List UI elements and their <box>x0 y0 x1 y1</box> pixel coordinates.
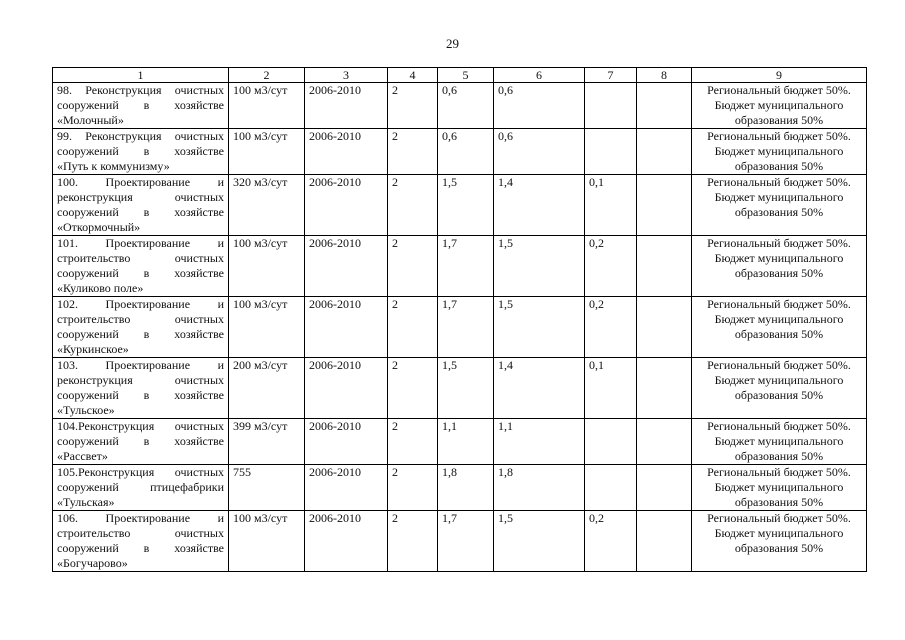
project-name-line: сооружений в хозяйстве <box>57 434 224 448</box>
column-7-cell: 0,2 <box>585 511 637 572</box>
project-name-cell <box>53 236 229 297</box>
project-name-line: 99. Реконструкция очистных <box>57 129 224 143</box>
period-cell: 2006-2010 <box>305 419 388 465</box>
column-8-cell <box>637 129 692 175</box>
funding-line: Бюджет муниципального <box>714 144 844 158</box>
period-cell: 2006-2010 <box>305 236 388 297</box>
table-row <box>53 419 867 465</box>
capacity-cell: 100 м3/сут <box>229 83 305 129</box>
project-name-line: реконструкция очистных <box>57 373 224 387</box>
project-name-line: строительство очистных <box>57 526 224 540</box>
period-cell: 2006-2010 <box>305 175 388 236</box>
funding-line: образования 50% <box>734 266 824 280</box>
project-name-line: «Куркинское» <box>57 342 129 356</box>
project-name-line: «Путь к коммунизму» <box>57 159 170 173</box>
funding-line: Бюджет муниципального <box>714 251 844 265</box>
capacity-cell: 399 м3/сут <box>229 419 305 465</box>
table-row <box>53 129 867 175</box>
funding-line: образования 50% <box>734 388 824 402</box>
funding-line: образования 50% <box>734 495 824 509</box>
project-name-line: сооружений в хозяйстве <box>57 541 224 555</box>
capacity-cell: 100 м3/сут <box>229 129 305 175</box>
project-name-line: 103. Проектирование и <box>57 358 224 372</box>
funding-cell <box>692 511 867 572</box>
funding-line: образования 50% <box>734 205 824 219</box>
project-name-line: 100. Проектирование и <box>57 175 224 189</box>
table-row <box>53 83 867 129</box>
column-5-cell: 1,7 <box>438 297 494 358</box>
column-6-cell: 1,5 <box>494 511 585 572</box>
project-name-line: 106. Проектирование и <box>57 511 224 525</box>
funding-line: образования 50% <box>734 449 824 463</box>
column-7-cell <box>585 419 637 465</box>
funding-line: образования 50% <box>734 327 824 341</box>
funding-cell <box>692 465 867 511</box>
column-header: 6 <box>494 68 585 83</box>
project-name-line: строительство очистных <box>57 312 224 326</box>
column-8-cell <box>637 297 692 358</box>
capacity-cell: 320 м3/сут <box>229 175 305 236</box>
period-cell: 2006-2010 <box>305 83 388 129</box>
funding-line: Региональный бюджет 50%. <box>707 465 851 479</box>
column-7-cell: 0,2 <box>585 236 637 297</box>
column-5-cell: 0,6 <box>438 83 494 129</box>
column-4-cell: 2 <box>388 511 438 572</box>
column-4-cell: 2 <box>388 297 438 358</box>
capacity-cell: 755 <box>229 465 305 511</box>
funding-line: Бюджет муниципального <box>714 480 844 494</box>
project-name-cell <box>53 83 229 129</box>
column-header: 5 <box>438 68 494 83</box>
capacity-cell: 200 м3/сут <box>229 358 305 419</box>
table-row <box>53 358 867 419</box>
project-name-cell <box>53 297 229 358</box>
column-5-cell: 1,5 <box>438 358 494 419</box>
column-6-cell: 0,6 <box>494 129 585 175</box>
column-6-cell: 1,5 <box>494 236 585 297</box>
funding-cell <box>692 358 867 419</box>
project-name-cell <box>53 465 229 511</box>
funding-line: Бюджет муниципального <box>714 312 844 326</box>
table-row <box>53 297 867 358</box>
table-row <box>53 511 867 572</box>
project-name-line: «Откормочный» <box>57 220 141 234</box>
project-name-line: сооружений в хозяйстве <box>57 388 224 402</box>
column-5-cell: 1,7 <box>438 511 494 572</box>
column-7-cell: 0,1 <box>585 358 637 419</box>
page-number: 29 <box>446 36 459 51</box>
column-6-cell: 1,5 <box>494 297 585 358</box>
column-header: 8 <box>637 68 692 83</box>
funding-line: Региональный бюджет 50%. <box>707 129 851 143</box>
column-8-cell <box>637 419 692 465</box>
column-8-cell <box>637 236 692 297</box>
column-4-cell: 2 <box>388 358 438 419</box>
column-7-cell <box>585 129 637 175</box>
column-6-cell: 1,1 <box>494 419 585 465</box>
project-name-line: «Молочный» <box>57 113 124 127</box>
table-header-row <box>53 68 867 83</box>
column-7-cell <box>585 465 637 511</box>
project-name-line: сооружений в хозяйстве <box>57 327 224 341</box>
column-header: 7 <box>585 68 637 83</box>
project-name-line: сооружений в хозяйстве <box>57 266 224 280</box>
column-header: 3 <box>305 68 388 83</box>
funding-line: образования 50% <box>734 541 824 555</box>
funding-line: образования 50% <box>734 113 824 127</box>
project-name-line: «Рассвет» <box>57 449 108 463</box>
column-8-cell <box>637 83 692 129</box>
column-5-cell: 1,8 <box>438 465 494 511</box>
funding-line: образования 50% <box>734 159 824 173</box>
column-6-cell: 0,6 <box>494 83 585 129</box>
column-header: 1 <box>53 68 229 83</box>
project-name-line: сооружений в хозяйстве <box>57 144 224 158</box>
project-name-cell <box>53 358 229 419</box>
funding-line: Региональный бюджет 50%. <box>707 236 851 250</box>
capacity-cell: 100 м3/сут <box>229 236 305 297</box>
project-name-line: строительство очистных <box>57 251 224 265</box>
funding-cell <box>692 236 867 297</box>
column-4-cell: 2 <box>388 465 438 511</box>
column-6-cell: 1,4 <box>494 358 585 419</box>
funding-line: Региональный бюджет 50%. <box>707 175 851 189</box>
column-4-cell: 2 <box>388 175 438 236</box>
funding-line: Бюджет муниципального <box>714 526 844 540</box>
project-name-line: «Богучарово» <box>57 556 128 570</box>
table-row <box>53 175 867 236</box>
project-name-line: реконструкция очистных <box>57 190 224 204</box>
funding-line: Бюджет муниципального <box>714 190 844 204</box>
capacity-cell: 100 м3/сут <box>229 511 305 572</box>
funding-line: Региональный бюджет 50%. <box>707 358 851 372</box>
project-name-line: «Тульская» <box>57 495 115 509</box>
funding-line: Бюджет муниципального <box>714 373 844 387</box>
funding-cell <box>692 83 867 129</box>
project-name-line: «Тульское» <box>57 403 115 417</box>
project-name-line: 105.Реконструкция очистных <box>57 465 224 479</box>
column-4-cell: 2 <box>388 236 438 297</box>
column-8-cell <box>637 358 692 419</box>
funding-line: Региональный бюджет 50%. <box>707 511 851 525</box>
column-8-cell <box>637 175 692 236</box>
funding-cell <box>692 129 867 175</box>
funding-cell <box>692 297 867 358</box>
column-5-cell: 1,7 <box>438 236 494 297</box>
funding-cell <box>692 175 867 236</box>
table-row <box>53 236 867 297</box>
project-name-line: сооружений в хозяйстве <box>57 205 224 219</box>
funding-line: Бюджет муниципального <box>714 434 844 448</box>
project-name-cell <box>53 129 229 175</box>
column-4-cell: 2 <box>388 83 438 129</box>
funding-line: Бюджет муниципального <box>714 98 844 112</box>
project-name-line: 102. Проектирование и <box>57 297 224 311</box>
project-name-line: 98. Реконструкция очистных <box>57 83 224 97</box>
period-cell: 2006-2010 <box>305 297 388 358</box>
column-6-cell: 1,4 <box>494 175 585 236</box>
project-name-line: сооружений птицефабрики <box>57 480 224 494</box>
column-7-cell <box>585 83 637 129</box>
column-header: 4 <box>388 68 438 83</box>
funding-cell <box>692 419 867 465</box>
funding-line: Региональный бюджет 50%. <box>707 83 851 97</box>
column-7-cell: 0,2 <box>585 297 637 358</box>
program-table <box>52 67 867 572</box>
period-cell: 2006-2010 <box>305 511 388 572</box>
column-header: 9 <box>692 68 867 83</box>
project-name-line: 104.Реконструкция очистных <box>57 419 224 433</box>
funding-line: Региональный бюджет 50%. <box>707 419 851 433</box>
column-8-cell <box>637 511 692 572</box>
project-name-line: «Куликово поле» <box>57 281 144 295</box>
period-cell: 2006-2010 <box>305 465 388 511</box>
period-cell: 2006-2010 <box>305 129 388 175</box>
table-body <box>53 83 867 572</box>
column-6-cell: 1,8 <box>494 465 585 511</box>
column-4-cell: 2 <box>388 129 438 175</box>
column-5-cell: 0,6 <box>438 129 494 175</box>
project-name-cell <box>53 175 229 236</box>
column-header: 2 <box>229 68 305 83</box>
funding-line: Региональный бюджет 50%. <box>707 297 851 311</box>
column-5-cell: 1,1 <box>438 419 494 465</box>
project-name-line: сооружений в хозяйстве <box>57 98 224 112</box>
column-8-cell <box>637 465 692 511</box>
column-4-cell: 2 <box>388 419 438 465</box>
table-row <box>53 465 867 511</box>
project-name-cell <box>53 419 229 465</box>
period-cell: 2006-2010 <box>305 358 388 419</box>
project-name-line: 101. Проектирование и <box>57 236 224 250</box>
column-5-cell: 1,5 <box>438 175 494 236</box>
column-7-cell: 0,1 <box>585 175 637 236</box>
capacity-cell: 100 м3/сут <box>229 297 305 358</box>
project-name-cell <box>53 511 229 572</box>
